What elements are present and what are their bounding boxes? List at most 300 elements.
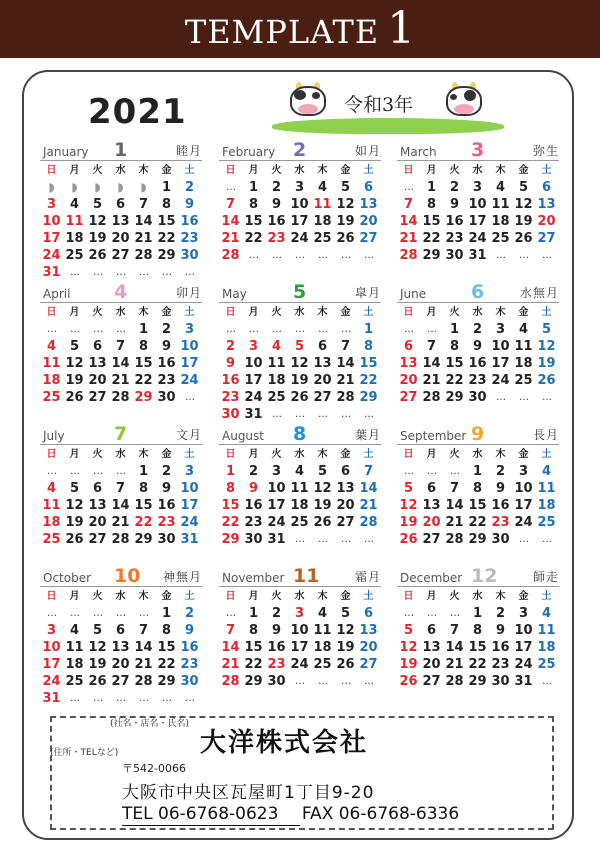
day-cell: 20 xyxy=(399,373,418,388)
weekday-label: 木 xyxy=(138,307,149,318)
day-cell: 12 xyxy=(65,498,84,513)
day-cell: 26 xyxy=(313,515,332,530)
empty-day: … xyxy=(427,324,436,335)
day-cell: 2 xyxy=(271,606,282,621)
empty-day: … xyxy=(70,267,79,278)
day-cell: 2 xyxy=(184,180,195,195)
weekday-label: 日 xyxy=(46,591,57,602)
day-cell: 17 xyxy=(514,498,533,513)
day-cell: 14 xyxy=(422,356,441,371)
month-block xyxy=(219,140,381,264)
weekday-label: 金 xyxy=(340,591,351,602)
empty-day: … xyxy=(318,324,327,335)
day-cell: 7 xyxy=(115,481,126,496)
cow-icon xyxy=(444,82,484,120)
weekday-label: 日 xyxy=(225,165,236,176)
day-cell: 24 xyxy=(244,390,263,405)
day-cell: 26 xyxy=(537,373,556,388)
day-cell: 1 xyxy=(248,180,259,195)
month-name: August xyxy=(222,429,264,443)
day-cell: 5 xyxy=(92,623,103,638)
day-cell: 9 xyxy=(495,481,506,496)
weekday-label: 日 xyxy=(403,165,414,176)
day-cell: 27 xyxy=(111,248,130,263)
weekday-label: 木 xyxy=(317,591,328,602)
day-cell: 14 xyxy=(399,214,418,229)
day-cell: 10 xyxy=(244,356,263,371)
weekday-label: 土 xyxy=(184,307,195,318)
day-cell: 29 xyxy=(468,674,487,689)
day-cell: 12 xyxy=(336,197,355,212)
day-cell: 9 xyxy=(225,356,236,371)
day-cell: 11 xyxy=(65,640,84,655)
weekday-label: 木 xyxy=(495,591,506,602)
weekday-label: 日 xyxy=(403,591,414,602)
day-cell: 23 xyxy=(468,373,487,388)
day-cell: 5 xyxy=(69,481,80,496)
day-cell: 20 xyxy=(88,515,107,530)
empty-day: … xyxy=(404,466,413,477)
month-number: 6 xyxy=(471,281,485,303)
empty-day: … xyxy=(70,324,79,335)
day-cell: 1 xyxy=(472,606,483,621)
day-cell: 17 xyxy=(514,640,533,655)
month-header xyxy=(397,424,559,445)
empty-day: … xyxy=(70,466,79,477)
empty-day: … xyxy=(295,409,304,420)
weekday-label: 月 xyxy=(426,591,437,602)
weekday-label: 火 xyxy=(271,165,282,176)
day-cell: 28 xyxy=(111,390,130,405)
month-japanese-name: 師走 xyxy=(532,570,559,584)
month-japanese-name: 如月 xyxy=(354,144,381,158)
weekday-label: 火 xyxy=(449,307,460,318)
day-cell: 15 xyxy=(244,214,263,229)
weekday-label: 水 xyxy=(472,165,483,176)
day-cell: 13 xyxy=(88,356,107,371)
day-cell: 27 xyxy=(336,515,355,530)
month-number: 7 xyxy=(114,423,128,445)
day-cell: 13 xyxy=(88,498,107,513)
day-cell: 3 xyxy=(294,180,305,195)
day-cell: 24 xyxy=(290,657,309,672)
day-cell: 26 xyxy=(65,532,84,547)
day-cell: 30 xyxy=(491,674,510,689)
empty-day: … xyxy=(185,392,194,403)
month-japanese-name: 霜月 xyxy=(354,570,381,584)
day-cell: 13 xyxy=(359,197,378,212)
banner-title: TEMPLATE xyxy=(184,13,380,51)
day-cell: 12 xyxy=(88,640,107,655)
day-cell: 21 xyxy=(336,373,355,388)
day-cell: 13 xyxy=(111,640,130,655)
day-cell: 20 xyxy=(422,657,441,672)
era-banner xyxy=(268,80,508,136)
empty-day: … xyxy=(226,324,235,335)
weekday-label: 水 xyxy=(472,449,483,460)
day-cell: 25 xyxy=(42,390,61,405)
day-cell: 31 xyxy=(514,674,533,689)
day-cell: 22 xyxy=(221,515,240,530)
day-cell: 7 xyxy=(225,197,236,212)
day-cell: 10 xyxy=(42,640,61,655)
cow-icon: ◗ xyxy=(48,180,55,194)
day-cell: 25 xyxy=(537,515,556,530)
day-cell: 4 xyxy=(541,464,552,479)
day-cell: 9 xyxy=(271,623,282,638)
day-grid xyxy=(397,304,559,406)
day-cell: 5 xyxy=(340,606,351,621)
day-cell: 12 xyxy=(336,623,355,638)
day-cell: 16 xyxy=(468,356,487,371)
day-cell: 27 xyxy=(422,674,441,689)
empty-day: … xyxy=(519,534,528,545)
weekday-label: 水 xyxy=(294,307,305,318)
empty-day: … xyxy=(496,392,505,403)
empty-day: … xyxy=(139,608,148,619)
day-cell: 14 xyxy=(359,481,378,496)
day-cell: 27 xyxy=(399,390,418,405)
day-cell: 10 xyxy=(514,481,533,496)
day-cell: 12 xyxy=(537,339,556,354)
day-cell: 31 xyxy=(468,248,487,263)
empty-day: … xyxy=(341,324,350,335)
weekday-label: 日 xyxy=(46,165,57,176)
day-cell: 11 xyxy=(65,214,84,229)
day-cell: 18 xyxy=(65,657,84,672)
day-cell: 14 xyxy=(134,640,153,655)
weekday-label: 金 xyxy=(340,449,351,460)
day-cell: 3 xyxy=(294,606,305,621)
weekday-label: 月 xyxy=(69,165,80,176)
day-cell: 26 xyxy=(336,657,355,672)
day-cell: 28 xyxy=(359,515,378,530)
day-cell: 7 xyxy=(363,464,374,479)
day-cell: 2 xyxy=(472,322,483,337)
day-cell: 13 xyxy=(336,481,355,496)
day-cell: 11 xyxy=(42,356,61,371)
weekday-label: 金 xyxy=(518,449,529,460)
empty-day: … xyxy=(318,250,327,261)
weekday-label: 月 xyxy=(69,591,80,602)
day-cell: 25 xyxy=(65,248,84,263)
empty-day: … xyxy=(47,608,56,619)
empty-day: … xyxy=(496,250,505,261)
day-cell: 9 xyxy=(161,481,172,496)
day-cell: 1 xyxy=(161,606,172,621)
day-cell: 19 xyxy=(88,657,107,672)
empty-day: … xyxy=(139,267,148,278)
weekday-label: 土 xyxy=(184,449,195,460)
day-cell: 13 xyxy=(422,498,441,513)
day-cell: 14 xyxy=(445,498,464,513)
day-cell: 5 xyxy=(518,180,529,195)
month-japanese-name: 水無月 xyxy=(519,286,559,300)
month-header xyxy=(397,140,559,161)
month-number: 8 xyxy=(293,423,307,445)
template-banner xyxy=(0,0,600,58)
day-cell: 25 xyxy=(42,532,61,547)
day-cell: 15 xyxy=(134,498,153,513)
day-cell: 10 xyxy=(180,481,199,496)
day-cell: 17 xyxy=(468,214,487,229)
day-cell: 22 xyxy=(422,231,441,246)
day-grid xyxy=(219,588,381,690)
empty-day: … xyxy=(404,324,413,335)
day-cell: 1 xyxy=(363,322,374,337)
day-cell: 19 xyxy=(65,515,84,530)
empty-day: … xyxy=(116,324,125,335)
day-cell: 30 xyxy=(221,407,240,422)
weekday-label: 木 xyxy=(495,165,506,176)
day-cell: 7 xyxy=(340,339,351,354)
weekday-label: 金 xyxy=(161,165,172,176)
empty-day: … xyxy=(542,676,551,687)
day-cell: 1 xyxy=(161,180,172,195)
weekday-label: 日 xyxy=(46,449,57,460)
weekday-label: 水 xyxy=(115,307,126,318)
day-cell: 29 xyxy=(221,532,240,547)
month-header xyxy=(219,566,381,587)
weekday-label: 木 xyxy=(495,449,506,460)
day-grid xyxy=(397,446,559,548)
day-cell: 28 xyxy=(134,674,153,689)
month-block xyxy=(40,282,202,406)
day-cell: 14 xyxy=(221,214,240,229)
empty-day: … xyxy=(93,693,102,704)
day-cell: 26 xyxy=(399,532,418,547)
day-cell: 20 xyxy=(111,657,130,672)
day-cell: 25 xyxy=(491,231,510,246)
weekday-label: 火 xyxy=(449,591,460,602)
empty-day: … xyxy=(364,534,373,545)
weekday-label: 月 xyxy=(248,449,259,460)
month-number: 11 xyxy=(293,565,320,587)
weekday-label: 金 xyxy=(518,307,529,318)
weekday-label: 月 xyxy=(426,307,437,318)
empty-day: … xyxy=(70,608,79,619)
day-cell: 27 xyxy=(88,390,107,405)
empty-day: … xyxy=(318,534,327,545)
day-cell: 12 xyxy=(399,498,418,513)
day-cell: 22 xyxy=(468,657,487,672)
day-cell: 8 xyxy=(449,339,460,354)
day-cell: 30 xyxy=(180,674,199,689)
day-cell: 28 xyxy=(221,248,240,263)
day-cell: 23 xyxy=(157,373,176,388)
day-cell: 27 xyxy=(111,674,130,689)
day-cell: 16 xyxy=(180,214,199,229)
day-cell: 1 xyxy=(472,464,483,479)
day-cell: 28 xyxy=(134,248,153,263)
day-cell: 13 xyxy=(537,197,556,212)
month-header xyxy=(219,140,381,161)
day-cell: 9 xyxy=(184,197,195,212)
day-cell: 7 xyxy=(449,623,460,638)
day-cell: 23 xyxy=(157,515,176,530)
weekday-label: 金 xyxy=(518,591,529,602)
day-cell: 15 xyxy=(468,640,487,655)
day-cell: 21 xyxy=(111,515,130,530)
month-header xyxy=(40,282,202,303)
day-cell: 20 xyxy=(88,373,107,388)
day-cell: 4 xyxy=(317,180,328,195)
month-block xyxy=(397,566,559,690)
day-cell: 24 xyxy=(514,515,533,530)
day-cell: 12 xyxy=(88,214,107,229)
day-grid xyxy=(397,162,559,264)
day-cell: 4 xyxy=(541,606,552,621)
day-cell: 18 xyxy=(42,515,61,530)
day-cell: 18 xyxy=(514,356,533,371)
day-cell: 6 xyxy=(115,623,126,638)
day-cell: 5 xyxy=(340,180,351,195)
day-cell: 9 xyxy=(271,197,282,212)
day-cell: 7 xyxy=(426,339,437,354)
day-cell: 21 xyxy=(422,373,441,388)
empty-day: … xyxy=(519,392,528,403)
day-grid xyxy=(219,162,381,264)
day-cell: 15 xyxy=(468,498,487,513)
day-cell: 22 xyxy=(244,231,263,246)
day-cell: 28 xyxy=(445,532,464,547)
empty-day: … xyxy=(226,182,235,193)
day-cell: 28 xyxy=(111,532,130,547)
empty-day: … xyxy=(249,250,258,261)
weekday-label: 火 xyxy=(92,591,103,602)
day-cell: 23 xyxy=(267,657,286,672)
day-cell: 9 xyxy=(184,623,195,638)
day-cell: 26 xyxy=(290,390,309,405)
day-cell: 13 xyxy=(313,356,332,371)
empty-day: … xyxy=(404,608,413,619)
day-cell: 17 xyxy=(180,498,199,513)
month-japanese-name: 神無月 xyxy=(162,570,202,584)
month-number: 10 xyxy=(114,565,141,587)
day-cell: 22 xyxy=(157,231,176,246)
day-cell: 18 xyxy=(267,373,286,388)
day-cell: 7 xyxy=(225,623,236,638)
empty-day: … xyxy=(450,466,459,477)
day-cell: 11 xyxy=(313,623,332,638)
weekday-label: 火 xyxy=(271,307,282,318)
day-cell: 6 xyxy=(426,623,437,638)
day-cell: 29 xyxy=(359,390,378,405)
weekday-label: 火 xyxy=(449,449,460,460)
month-block xyxy=(397,424,559,548)
month-number: 5 xyxy=(293,281,307,303)
empty-day: … xyxy=(70,693,79,704)
day-cell: 20 xyxy=(111,231,130,246)
day-cell: 30 xyxy=(244,532,263,547)
day-grid xyxy=(40,304,202,406)
weekday-label: 月 xyxy=(69,449,80,460)
weekday-label: 日 xyxy=(225,307,236,318)
month-name: April xyxy=(43,287,71,301)
empty-day: … xyxy=(185,267,194,278)
day-cell: 30 xyxy=(180,248,199,263)
month-block xyxy=(397,140,559,264)
day-cell: 1 xyxy=(248,606,259,621)
day-cell: 10 xyxy=(491,339,510,354)
empty-day: … xyxy=(295,250,304,261)
day-cell: 20 xyxy=(422,515,441,530)
day-cell: 18 xyxy=(42,373,61,388)
empty-day: … xyxy=(295,324,304,335)
day-cell: 16 xyxy=(180,640,199,655)
day-cell: 29 xyxy=(445,390,464,405)
weekday-label: 水 xyxy=(294,591,305,602)
day-cell: 1 xyxy=(138,322,149,337)
day-cell: 30 xyxy=(491,532,510,547)
day-cell: 25 xyxy=(65,674,84,689)
month-name: November xyxy=(222,571,285,585)
day-cell: 29 xyxy=(157,248,176,263)
day-cell: 10 xyxy=(514,623,533,638)
day-cell: 10 xyxy=(267,481,286,496)
empty-day: … xyxy=(542,534,551,545)
day-cell: 18 xyxy=(537,640,556,655)
day-cell: 19 xyxy=(336,214,355,229)
day-cell: 25 xyxy=(514,373,533,388)
empty-day: … xyxy=(364,250,373,261)
day-cell: 28 xyxy=(422,390,441,405)
day-cell: 24 xyxy=(42,674,61,689)
day-cell: 23 xyxy=(221,390,240,405)
day-cell: 26 xyxy=(514,231,533,246)
month-header xyxy=(397,282,559,303)
day-cell: 30 xyxy=(468,390,487,405)
empty-day: … xyxy=(272,250,281,261)
day-cell: 16 xyxy=(157,498,176,513)
day-cell: 28 xyxy=(221,674,240,689)
day-cell: 8 xyxy=(138,481,149,496)
day-cell: 6 xyxy=(363,180,374,195)
day-cell: 28 xyxy=(399,248,418,263)
day-cell: 27 xyxy=(537,231,556,246)
day-cell: 19 xyxy=(290,373,309,388)
day-cell: 12 xyxy=(65,356,84,371)
day-cell: 19 xyxy=(65,373,84,388)
day-cell: 21 xyxy=(134,231,153,246)
company-contact xyxy=(122,804,459,824)
month-block xyxy=(397,282,559,406)
month-name: May xyxy=(222,287,247,301)
company-box xyxy=(50,716,554,830)
day-cell: 3 xyxy=(271,464,282,479)
banner-number: 1 xyxy=(387,3,416,54)
day-cell: 9 xyxy=(449,197,460,212)
day-cell: 25 xyxy=(313,657,332,672)
weekday-label: 木 xyxy=(138,165,149,176)
day-cell: 13 xyxy=(399,356,418,371)
weekday-label: 木 xyxy=(138,591,149,602)
empty-day: … xyxy=(249,324,258,335)
empty-day: … xyxy=(519,250,528,261)
weekday-label: 水 xyxy=(115,591,126,602)
day-cell: 19 xyxy=(88,231,107,246)
day-cell: 31 xyxy=(267,532,286,547)
day-cell: 6 xyxy=(541,180,552,195)
month-number: 4 xyxy=(114,281,128,303)
day-cell: 9 xyxy=(495,623,506,638)
empty-day: … xyxy=(47,466,56,477)
day-cell: 5 xyxy=(69,339,80,354)
empty-day: … xyxy=(93,324,102,335)
weekday-label: 火 xyxy=(271,449,282,460)
day-cell: 7 xyxy=(138,197,149,212)
day-cell: 9 xyxy=(161,339,172,354)
